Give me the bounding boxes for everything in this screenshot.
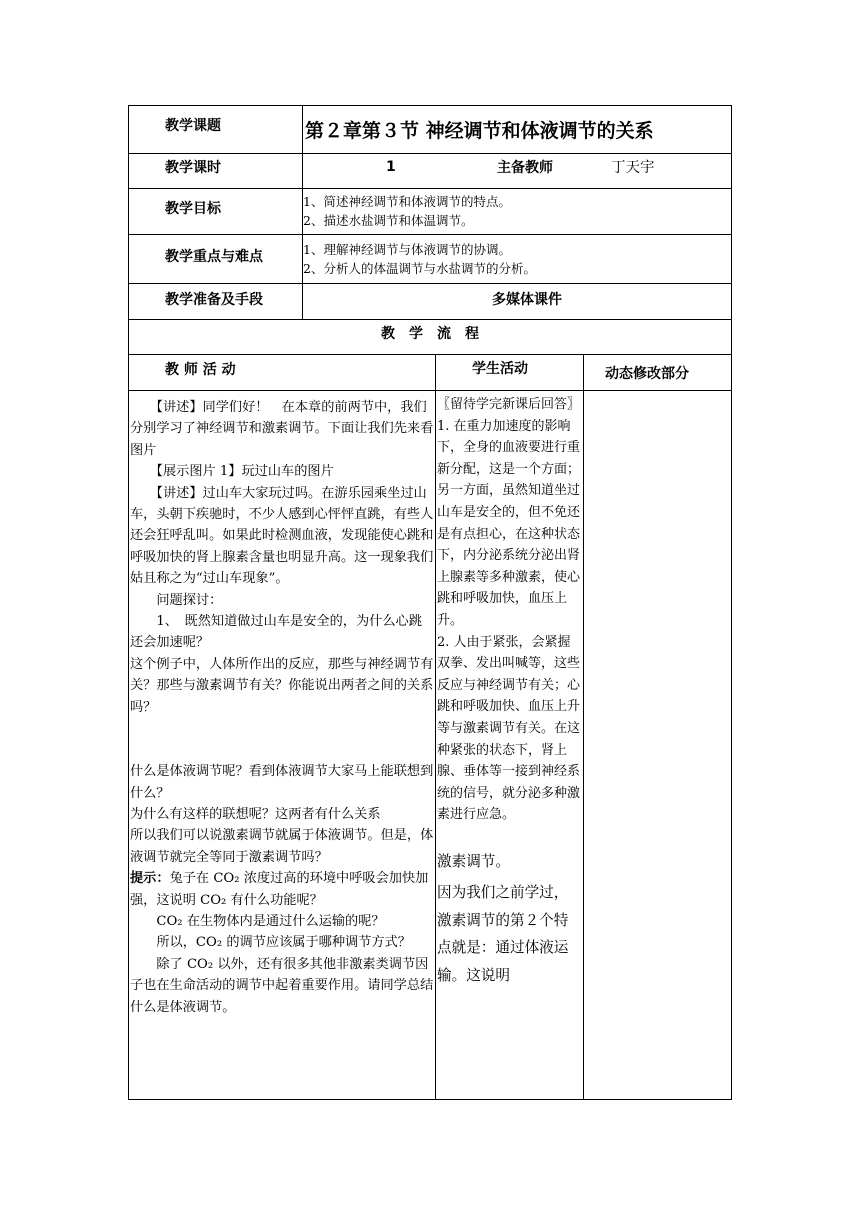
key-item: 1、理解神经调节与体液调节的协调。: [303, 242, 511, 257]
dynamic-notes-cell: [584, 391, 731, 1099]
topic-label: 教学课题: [165, 118, 221, 134]
goal-item: 2、描述水盐调节和体温调节。: [303, 213, 474, 228]
col-header-teacher: 教 师 活 动: [165, 362, 236, 378]
goal-label: 教学目标: [165, 201, 221, 217]
key-label: 教学重点与难点: [165, 249, 263, 265]
lesson-plan-table: [128, 105, 732, 1100]
student-activity: [437, 394, 582, 989]
teacher-paragraph: 所以我们可以说激素调节就属于体液调节。但是，体液调节就完全等同于激素调节吗？: [130, 828, 434, 865]
student-paragraph: 2. 人由于紧张，会紧握双拳、发出叫喊等，这些反应与神经调节有关；心跳和呼吸加快、血压上升等与激素调节有关。在这种紧张的状态下，肾上腺、垂体等一接到神经系统的信号，就分泌多种激素进行应急。: [437, 634, 581, 823]
hint-text: 兔子在 CO₂ 浓度过高的环境中呼吸会加快加强，这说明 CO₂ 有什么功能呢？: [130, 871, 429, 908]
teacher-paragraph: 这个例子中，人体所作出的反应，那些与神经调节有关？那些与激素调节有关？你能说出两者之间的关系吗？: [130, 656, 434, 715]
student-paragraph: 〖留待学完新课后回答〗: [437, 397, 581, 412]
goal-list: [303, 192, 723, 230]
student-paragraph: 激素调节。: [437, 852, 510, 870]
teacher-paragraph: 【讲述】过山车大家玩过吗。在游乐园乘坐过山车，头朝下疾驰时，不少人感到心怦怦直跳，有些人还会狂呼乱叫。如果此时检测血液，发现能使心跳和呼吸加快的肾上腺素含量也明显升高。这一现象我们姑且称之为“过山车现象”。: [130, 485, 434, 587]
col-divider: [435, 354, 436, 1099]
key-list: [303, 240, 723, 278]
goal-item: 1、简述神经调节和体液调节的特点。: [303, 194, 511, 209]
student-paragraph: 因为我们之前学过，激素调节的第２个特点就是：通过体液运输。这说明: [437, 884, 569, 984]
teacher-paragraph: 1、 既然知道做过山车是安全的，为什么心跳还会加速呢？: [130, 614, 422, 651]
teacher-name: 丁天宇: [611, 160, 655, 176]
hint-label: 提示：: [130, 871, 170, 887]
teacher-paragraph: 所以，CO₂ 的调节应该属于哪种调节方式？: [130, 935, 411, 951]
teacher-paragraph: 为什么有这样的联想呢？这两者有什么关系: [130, 806, 381, 822]
row-divider: [129, 283, 731, 284]
key-item: 2、分析人的体温调节与水盐调节的分析。: [303, 261, 536, 276]
teacher-paragraph: 除了 CO₂ 以外，还有很多其他非激素类调节因子也在生命活动的调节中起着重要作用。请同学总结什么是体液调节。: [130, 956, 434, 1015]
teacher-paragraph: CO₂ 在生物体内是通过什么运输的呢？: [130, 913, 385, 929]
hours-label: 教学课时: [165, 160, 221, 176]
row-divider: [129, 319, 731, 320]
teacher-activity: [130, 397, 434, 1018]
teacher-label: 主备教师: [497, 160, 553, 176]
row-divider: [129, 153, 731, 154]
hours-value: 1: [386, 159, 396, 175]
col-header-student: 学生活动: [472, 361, 528, 377]
lesson-title: 第２章第３节 神经调节和体液调节的关系: [305, 120, 654, 142]
row-divider: [129, 354, 731, 355]
hint-paragraph: [130, 868, 434, 911]
teacher-paragraph: 问题探讨：: [130, 592, 223, 608]
teacher-paragraph: 【展示图片 1】玩过山车的图片: [130, 464, 334, 480]
teacher-paragraph: 什么是体液调节呢？看到体液调节大家马上能联想到什么？: [130, 764, 434, 801]
prep-label: 教学准备及手段: [165, 292, 263, 308]
row-divider: [129, 188, 731, 189]
teacher-paragraph: 【讲述】同学们好！ 在本章的前两节中，我们分别学习了神经调节和激素调节。下面让我们先来看图片: [130, 400, 434, 458]
flow-title: 教 学 流 程: [381, 326, 479, 342]
col-header-dynamic: 动态修改部分: [605, 366, 689, 382]
student-paragraph: 1. 在重力加速度的影响下，全身的血液要进行重新分配，这是一个方面；另一方面，虽然知道坐过山车是安全的，但不免还是有点担心，在这种状态下，内分泌系统分泌出肾上腺素等多种激素，使心跳和呼吸加快，血压上升。: [437, 418, 581, 628]
row-divider: [129, 234, 731, 235]
prep-value: 多媒体课件: [492, 292, 562, 308]
